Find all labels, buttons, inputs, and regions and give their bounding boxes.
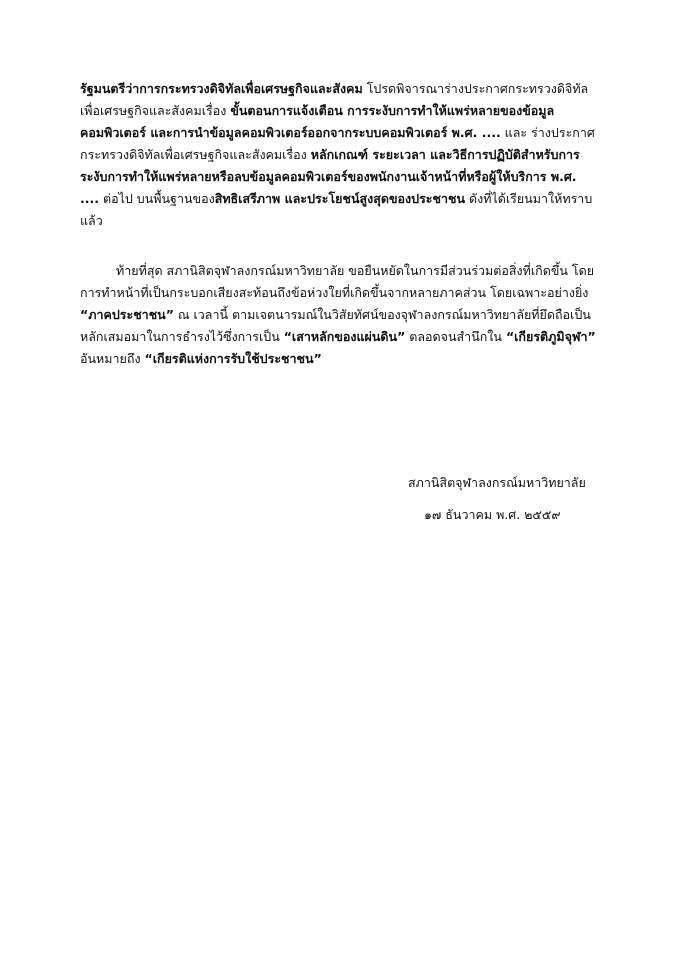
text-span: โปรดพิจารณาร่างประกาศกระทรวงดิจิทัลเพื่อเศรษฐกิจและสังคมเรื่อง xyxy=(80,81,589,118)
draft-notice-title-2: หลักเกณฑ์ ระยะเวลา และวิธีการปฏิบัติสำหรับการระงับการทำให้แพร่หลายหรือลบข้อมูลคอมพิวเตอร์ของพนักงานเจ้าหน้าที่หรือผู้ให้บริการ พ.ศ. .... xyxy=(80,147,580,206)
paragraph-request xyxy=(80,78,596,232)
signature-organization: สภานิสิตจุฬาลงกรณ์มหาวิทยาลัย xyxy=(408,475,586,490)
text-span: ต่อไป บนพื้นฐานของ xyxy=(99,191,215,206)
service-honor-emphasis: “เกียรติแห่งการรับใช้ประชาชน” xyxy=(144,351,322,366)
paragraph-conclusion xyxy=(80,260,596,370)
text-span: อันหมายถึง xyxy=(80,351,145,366)
public-sector-emphasis: “ภาคประชาชน” xyxy=(80,307,174,322)
text-span: ณ เวลานี้ ตามเจตนารมณ์ในวิสัยทัศน์ของจุฬาลงกรณ์มหาวิทยาลัยที่ยึดถือเป็นหลักเสมอมาในการธำรงไว้ซึ่งการเป็น xyxy=(80,307,591,344)
rights-emphasis: สิทธิเสรีภาพ และประโยชน์สูงสุดของประชาชน xyxy=(214,191,466,206)
minister-title: รัฐมนตรีว่าการกระทรวงดิจิทัลเพื่อเศรษฐกิจและสังคม xyxy=(80,81,363,96)
signature-date: ๑๗ ธันวาคม พ.ศ. ๒๕๕๙ xyxy=(424,507,561,522)
chula-honor-emphasis: “เกียรติภูมิจุฬา” xyxy=(505,329,596,344)
text-span: ตลอดจนสำนึกใน xyxy=(405,329,506,344)
draft-notice-title-1: ขั้นตอนการแจ้งเตือน การระงับการทำให้แพร่หลายของข้อมูลคอมพิวเตอร์ และการนำข้อมูลคอมพิวเตอร์ออกจากระบบคอมพิวเตอร์ พ.ศ. .... xyxy=(80,103,555,140)
text-span: และ ร่างประกาศกระทรวงดิจิทัลเพื่อเศรษฐกิจและสังคมเรื่อง xyxy=(80,125,595,162)
text-span: ท้ายที่สุด สภานิสิตจุฬาลงกรณ์มหาวิทยาลัย ขอยืนหยัดในการมีส่วนร่วมต่อสิ่งที่เกิดขึ้น โดยการทำหน้าที่เป็นกระบอกเสียงสะท้อนถึงข้อห่วงใยที่เกิดขึ้นจากหลายภาคส่วน โดยเฉพาะอย่างยิ่ง xyxy=(80,263,595,300)
text-span: ดังที่ได้เรียนมาให้ทราบแล้ว xyxy=(80,191,593,228)
pillar-emphasis: “เสาหลักของแผ่นดิน” xyxy=(283,329,406,344)
